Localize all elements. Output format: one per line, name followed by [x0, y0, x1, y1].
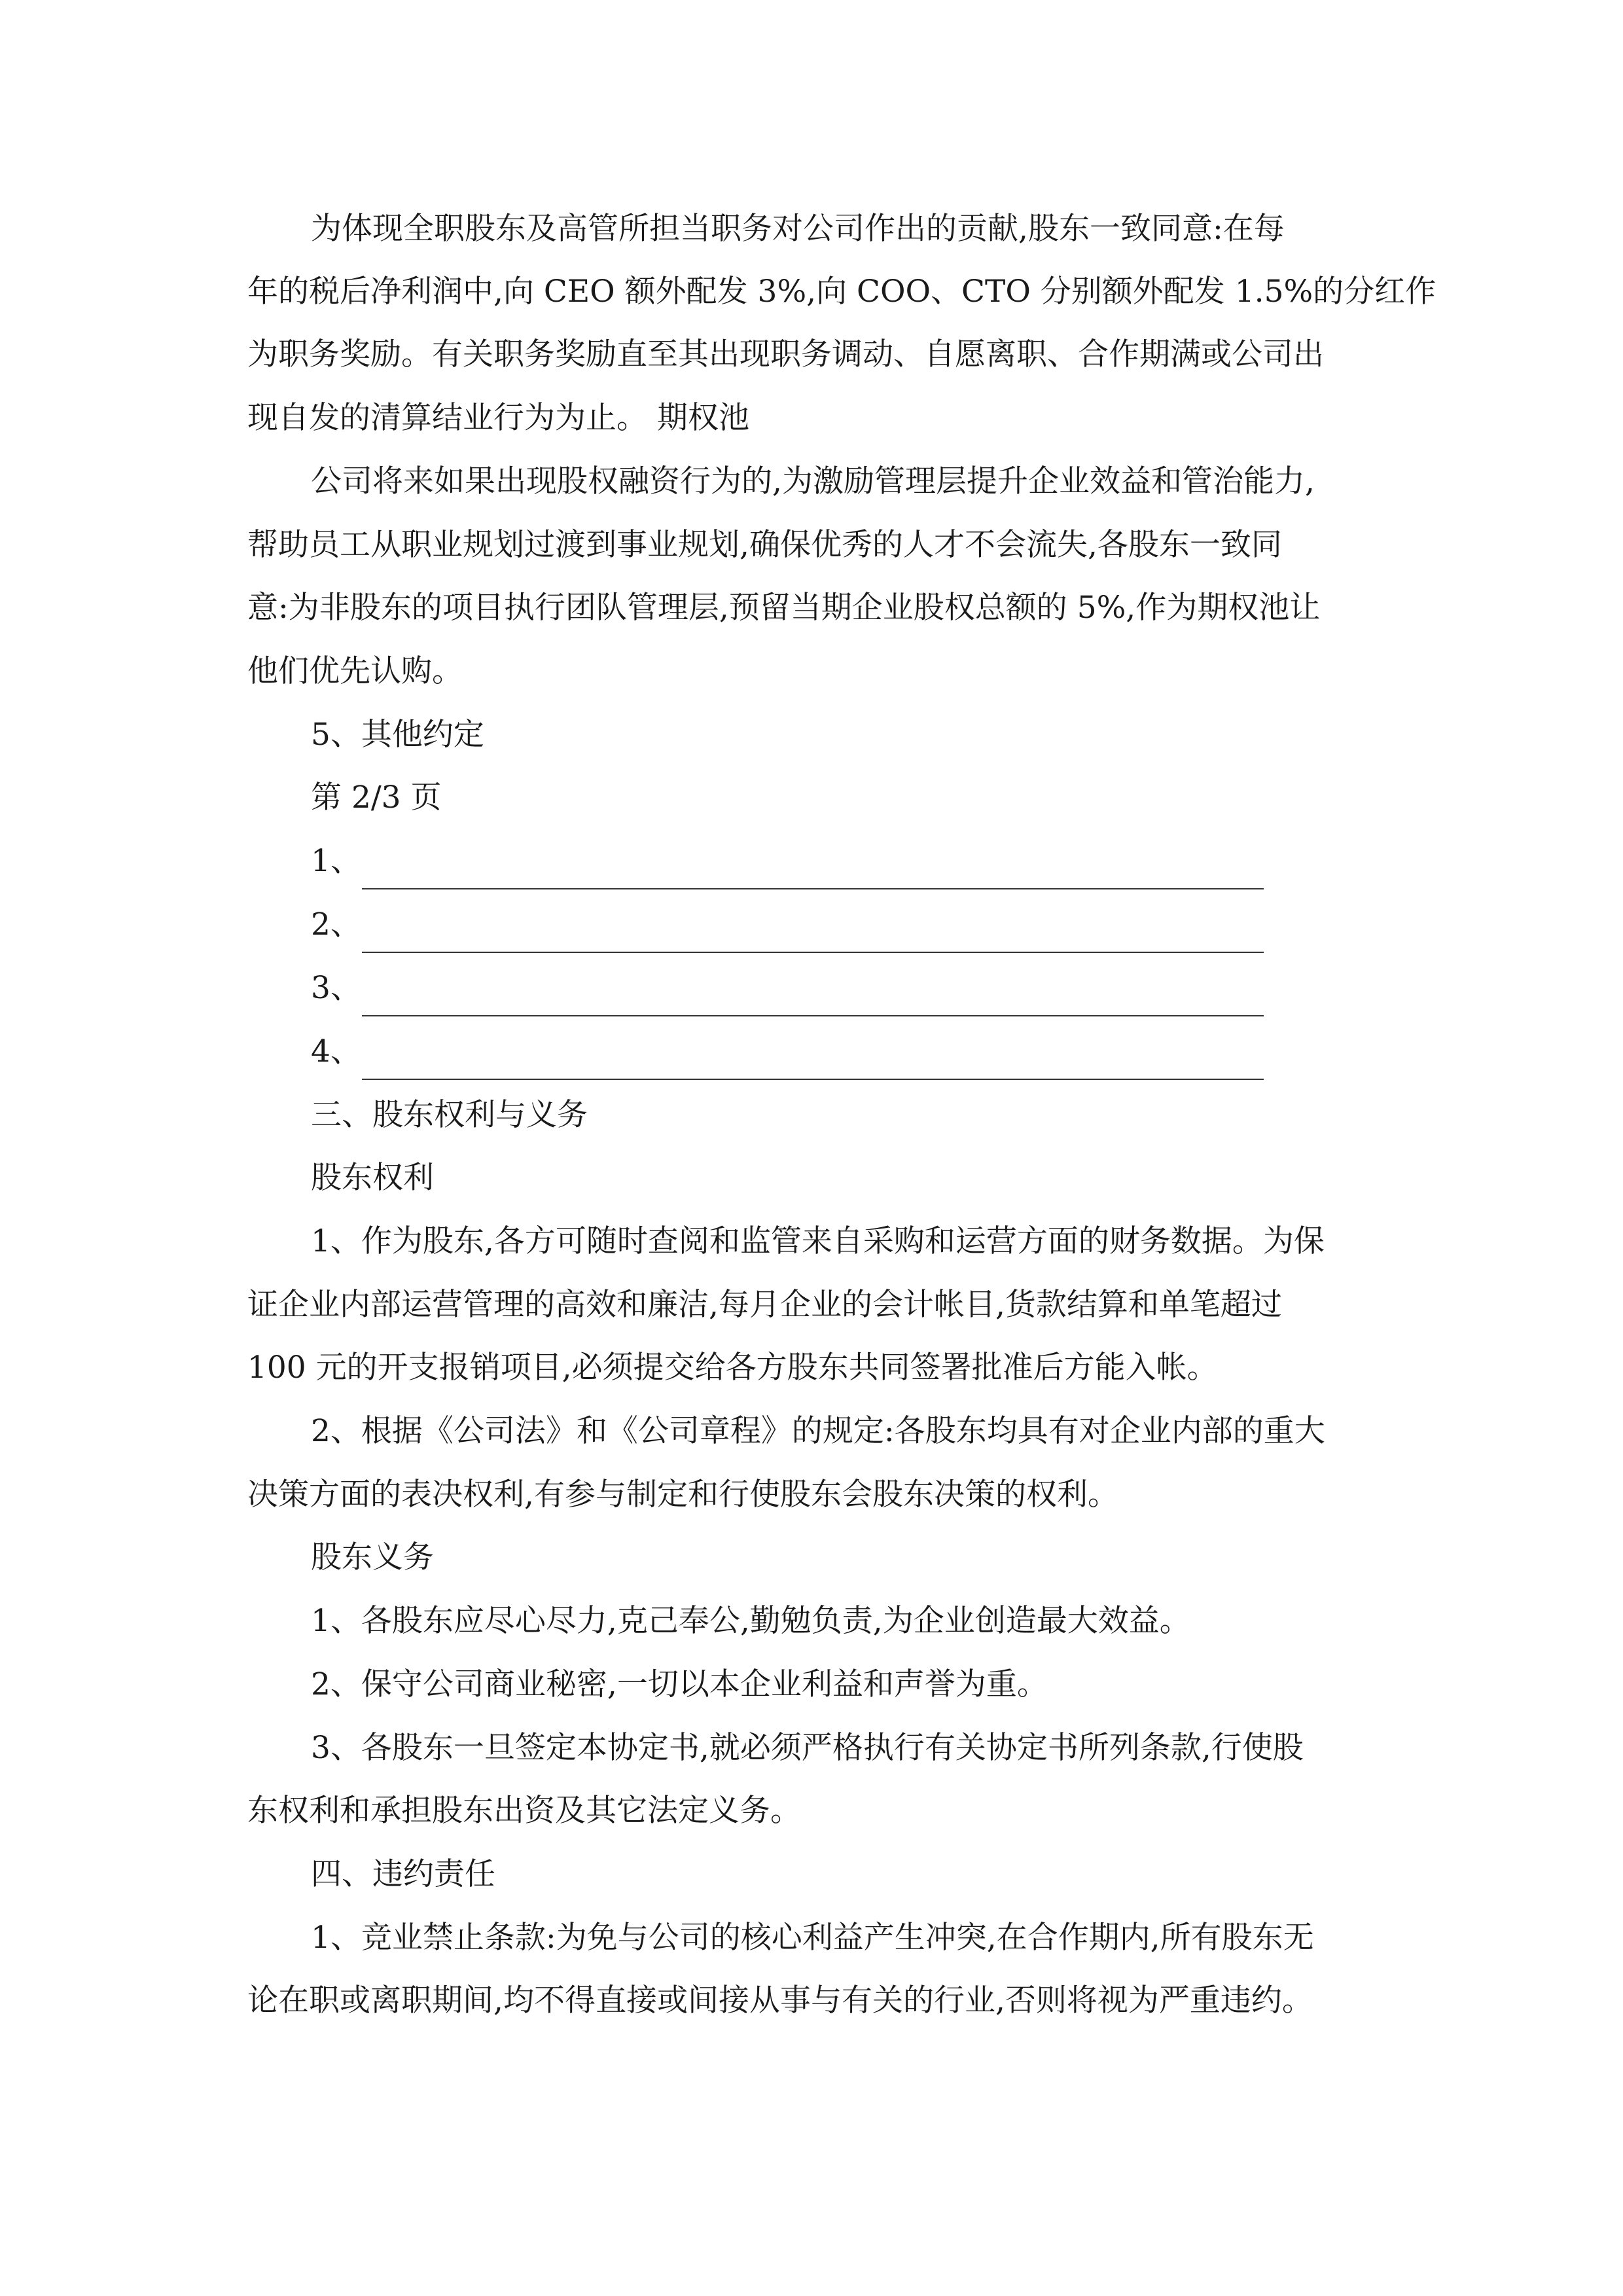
paragraph-line: 2、根据《公司法》和《公司章程》的规定:各股东均具有对企业内部的重大 [311, 1413, 1325, 1449]
blank-item-number: 1、 [311, 843, 361, 879]
paragraph-line: 3、各股东一旦签定本协定书,就必须严格执行有关协定书所列条款,行使股 [311, 1730, 1304, 1766]
page-number: 第 2/3 页 [311, 780, 442, 816]
paragraph-line: 证企业内部运营管理的高效和廉洁,每月企业的会计帐目,货款结算和单笔超过 [247, 1287, 1282, 1323]
section-heading: 四、违约责任 [311, 1856, 495, 1892]
paragraph-line: 决策方面的表决权利,有参与制定和行使股东会股东决策的权利。 [247, 1477, 1118, 1513]
blank-fill-line [362, 888, 1264, 889]
paragraph-line: 2、保守公司商业秘密,一切以本企业利益和声誉为重。 [311, 1666, 1048, 1702]
blank-item [311, 906, 1266, 944]
blank-item [311, 842, 1266, 880]
paragraph-line: 现自发的清算结业行为为止。 期权池 [247, 400, 749, 436]
blank-item [311, 969, 1266, 1007]
paragraph-line: 他们优先认购。 [247, 653, 463, 689]
blank-item-number: 3、 [311, 970, 361, 1006]
paragraph-line: 为职务奖励。有关职务奖励直至其出现职务调动、自愿离职、合作期满或公司出 [247, 336, 1324, 372]
paragraph-line: 公司将来如果出现股权融资行为的,为激励管理层提升企业效益和管治能力, [311, 463, 1315, 499]
paragraph-line: 为体现全职股东及高管所担当职务对公司作出的贡献,股东一致同意:在每 [311, 211, 1285, 247]
paragraph-line: 100 元的开支报销项目,必须提交给各方股东共同签署批准后方能入帐。 [247, 1350, 1218, 1386]
paragraph-line: 论在职或离职期间,均不得直接或间接从事与有关的行业,否则将视为严重违约。 [247, 1982, 1313, 2018]
subsection-heading: 股东义务 [311, 1539, 434, 1575]
paragraph-line: 1、各股东应尽心尽力,克己奉公,勤勉负责,为企业创造最大效益。 [311, 1603, 1190, 1639]
paragraph-line: 意:为非股东的项目执行团队管理层,预留当期企业股权总额的 5%,作为期权池让 [247, 590, 1321, 626]
blank-fill-line [362, 1015, 1264, 1016]
blank-fill-line [362, 1079, 1264, 1080]
section-heading: 三、股东权利与义务 [311, 1097, 588, 1133]
paragraph-line: 年的税后净利润中,向 CEO 额外配发 3%,向 COO、CTO 分别额外配发 1.5%的分红作 [247, 274, 1436, 310]
subsection-heading: 股东权利 [311, 1160, 434, 1196]
blank-item [311, 1033, 1266, 1071]
paragraph-line: 1、作为股东,各方可随时查阅和监管来自采购和运营方面的财务数据。为保 [311, 1223, 1325, 1259]
paragraph-line: 帮助员工从职业规划过渡到事业规划,确保优秀的人才不会流失,各股东一致同 [247, 527, 1282, 563]
blank-fill-line [362, 952, 1264, 953]
paragraph-line: 东权利和承担股东出资及其它法定义务。 [247, 1793, 801, 1829]
blank-item-number: 4、 [311, 1033, 361, 1069]
other-agreements-heading: 5、其他约定 [311, 717, 484, 753]
blank-item-number: 2、 [311, 906, 361, 942]
paragraph-line: 1、竞业禁止条款:为免与公司的核心利益产生冲突,在合作期内,所有股东无 [311, 1920, 1314, 1956]
